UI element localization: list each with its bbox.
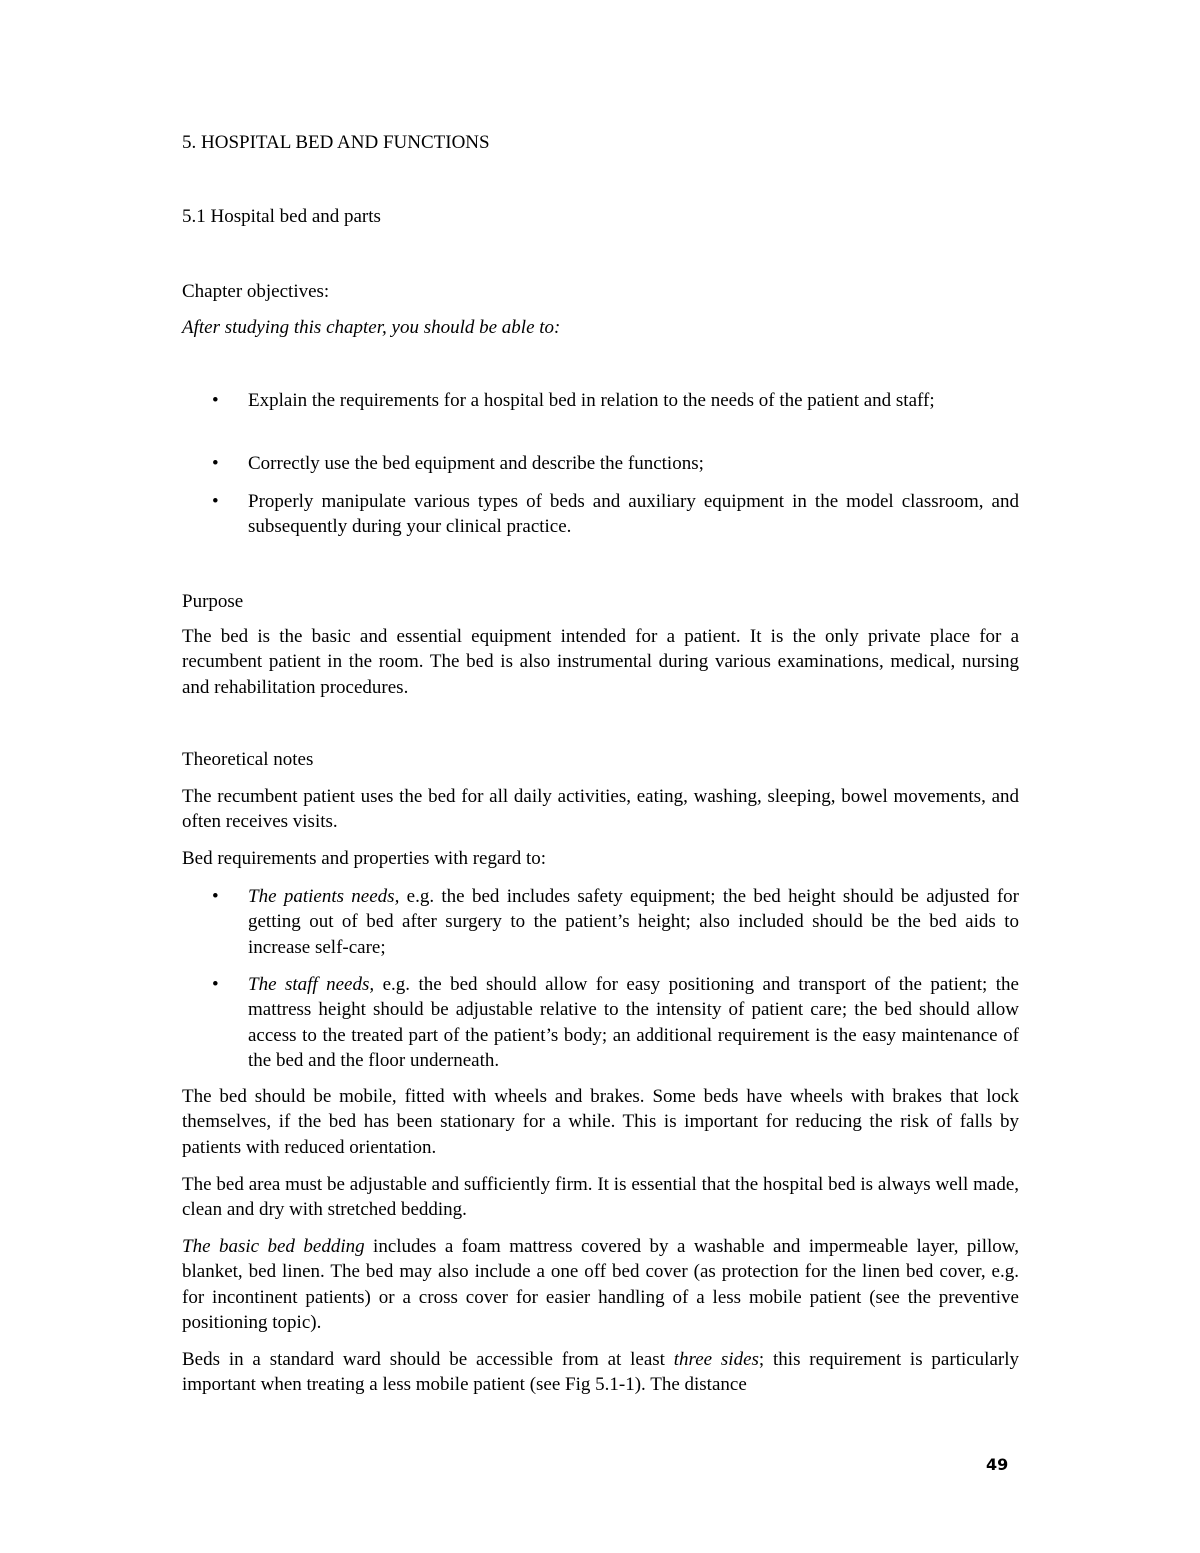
objectives-heading: Chapter objectives: [182,281,330,302]
purpose-heading: Purpose [182,591,244,612]
bullet-icon: • [212,886,219,907]
needs-label: The staff needs, [248,974,375,995]
accessibility-text-start: Beds in a standard ward should be accessible from at least [182,1349,674,1370]
needs-description: e.g. the bed should allow for easy positioning and transport of the patient; the mattress height should be adjustable relative to the intensity of patient care; the bed should allow access to the treated part of the patient’s body; an additional requirement is the easy maintenance of the bed and the floor underneath. [248,974,1019,1072]
theory-heading: Theoretical notes [182,749,314,770]
chapter-title: 5. HOSPITAL BED AND FUNCTIONS [182,132,490,153]
objective-text: Correctly use the bed equipment and describe the functions; [248,453,704,474]
bullet-icon: • [212,390,219,411]
needs-text [248,972,1019,1074]
needs-text [248,884,1019,960]
theory-paragraph-3: The bed should be mobile, fitted with wheels and brakes. Some beds have wheels with brakes that lock themselves, if the bed has been stationary for a while. This is important for reducing the risk of falls by patients with reduced orientation. [182,1086,1019,1158]
objectives-intro: After studying this chapter, you should be able to: [182,317,561,338]
section-title: 5.1 Hospital bed and parts [182,206,381,227]
objective-text: Explain the requirements for a hospital bed in relation to the needs of the patient and staff; [248,390,935,411]
page-number: 49 [986,1455,1009,1474]
theory-paragraph-2: Bed requirements and properties with regard to: [182,848,547,869]
bullet-icon: • [212,491,219,512]
theory-paragraph-4: The bed area must be adjustable and sufficiently firm. It is essential that the hospital bed is always well made, clean and dry with stretched bedding. [182,1174,1019,1221]
theory-paragraph-6 [182,1347,1019,1398]
theory-paragraph-5 [182,1234,1019,1336]
bullet-icon: • [212,974,219,995]
accessibility-emphasis: three sides [673,1349,759,1370]
purpose-paragraph: The bed is the basic and essential equipment intended for a patient. It is the only private place for a recumbent patient in the room. The bed is also instrumental during various examinations, medical, nursing and rehabilitation procedures. [182,626,1019,698]
bedding-label: The basic bed bedding [182,1236,365,1257]
needs-label: The patients needs, [248,886,400,907]
accessibility-text-end: ; this requirement is particularly important when treating a less mobile patient (see Fig 5.1-1). The distance [182,1349,1019,1396]
theory-paragraph-1: The recumbent patient uses the bed for all daily activities, eating, washing, sleeping, bowel movements, and often receives visits. [182,786,1019,833]
needs-description: e.g. the bed includes safety equipment; the bed height should be adjusted for getting out of bed after surgery to the patient’s height; also included should be the bed aids to increase self-care; [248,886,1019,958]
bedding-text: includes a foam mattress covered by a washable and impermeable layer, pillow, blanket, bed linen. The bed may also include a one off bed cover (as protection for the linen bed cover, e.g. for incontinent patients) or a cross cover for easier handling of a less mobile patient (see the preventive positioning topic). [182,1236,1019,1334]
objective-text: Properly manipulate various types of beds and auxiliary equipment in the model classroom, and subsequently during your clinical practice. [248,491,1019,538]
bullet-icon: • [212,453,219,474]
